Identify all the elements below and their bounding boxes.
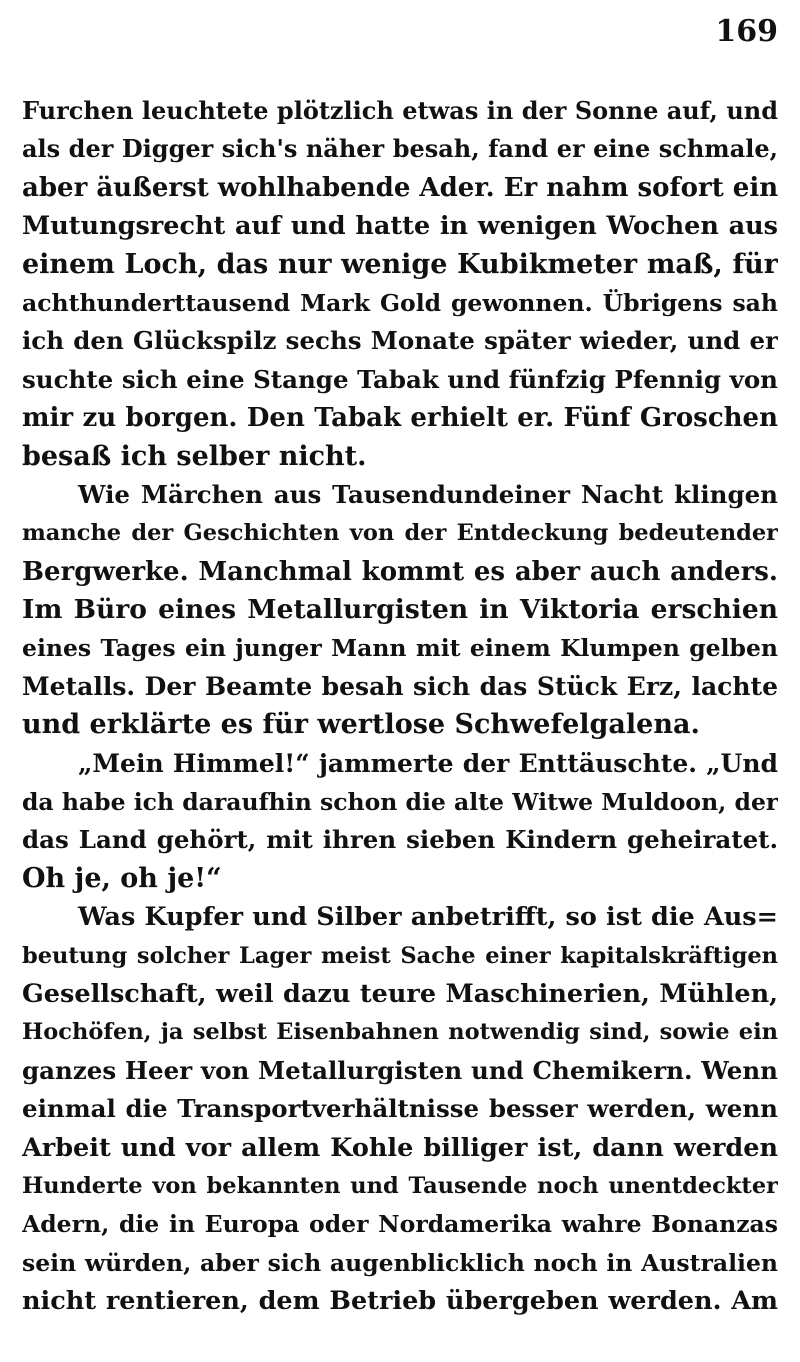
text-line: achthunderttausend Mark Gold gewonnen. Übrigens sah xyxy=(22,288,778,317)
text-line: Wie Märchen aus Tausendundeiner Nacht klingen xyxy=(78,479,778,509)
text-line: Arbeit und vor allem Kohle billiger ist, dann werden xyxy=(22,1132,778,1163)
text-line: manche der Geschichten von der Entdeckung bedeutender xyxy=(22,520,778,547)
page-number: 169 xyxy=(715,14,778,49)
text-line: suchte sich eine Stange Tabak und fünfzig Pfennig von xyxy=(22,364,778,394)
text-line: Im Büro eines Metallurgisten in Viktoria erschien xyxy=(22,594,778,626)
text-line: Hochöfen, ja selbst Eisenbahnen notwendig sind, sowie ein xyxy=(22,1019,778,1046)
text-line: Metalls. Der Beamte besah sich das Stück Erz, lachte xyxy=(22,671,778,701)
text-line: sein würden, aber sich augenblicklich noch in Australien xyxy=(22,1248,778,1277)
text-line: Bergwerke. Manchmal kommt es aber auch anders. xyxy=(22,556,778,587)
text-line: als der Digger sich's näher besah, fand er eine schmale, xyxy=(22,134,778,164)
text-line: Oh je, oh je!“ xyxy=(22,862,222,894)
text-line: beutung solcher Lager meist Sache einer kapitalskräftigen xyxy=(22,942,778,969)
text-line: nicht rentieren, dem Betrieb übergeben werden. Am xyxy=(22,1286,778,1317)
text-line: Was Kupfer und Silber anbetrifft, so ist die Aus= xyxy=(78,902,778,933)
text-line: ganzes Heer von Metallurgisten und Chemikern. Wenn xyxy=(22,1055,778,1085)
text-line: das Land gehört, mit ihren sieben Kindern geheiratet. xyxy=(22,825,778,855)
text-line: mir zu borgen. Den Tabak erhielt er. Fünf Groschen xyxy=(22,403,778,434)
text-line: Furchen leuchtete plötzlich etwas in der Sonne auf, und xyxy=(22,96,778,125)
text-line: einem Loch, das nur wenige Kubikmeter maß, für xyxy=(22,248,778,280)
text-line: einmal die Transportverhältnisse besser werden, wenn xyxy=(22,1094,778,1124)
text-line: besaß ich selber nicht. xyxy=(22,440,367,472)
text-line: ich den Glückspilz sechs Monate später wieder, und er xyxy=(22,326,778,356)
text-line: „Mein Himmel!“ jammerte der Enttäuschte. „Und xyxy=(78,748,778,778)
text-line: aber äußerst wohlhabende Ader. Er nahm sofort ein xyxy=(22,172,778,203)
text-block xyxy=(22,92,778,1321)
text-line: da habe ich daraufhin schon die alte Witwe Muldoon, der xyxy=(22,788,778,817)
text-line: und erklärte es für wertlose Schwefelgalena. xyxy=(22,709,700,741)
text-line: Adern, die in Europa oder Nordamerika wahre Bonanzas xyxy=(22,1210,778,1239)
text-line: Gesellschaft, weil dazu teure Maschinerien, Mühlen, xyxy=(22,978,778,1009)
text-line: Hunderte von bekannten und Tausende noch unentdeckter xyxy=(22,1172,778,1199)
text-line: Mutungsrecht auf und hatte in wenigen Wochen aus xyxy=(22,211,778,242)
text-line: eines Tages ein junger Mann mit einem Klumpen gelben xyxy=(22,634,778,663)
